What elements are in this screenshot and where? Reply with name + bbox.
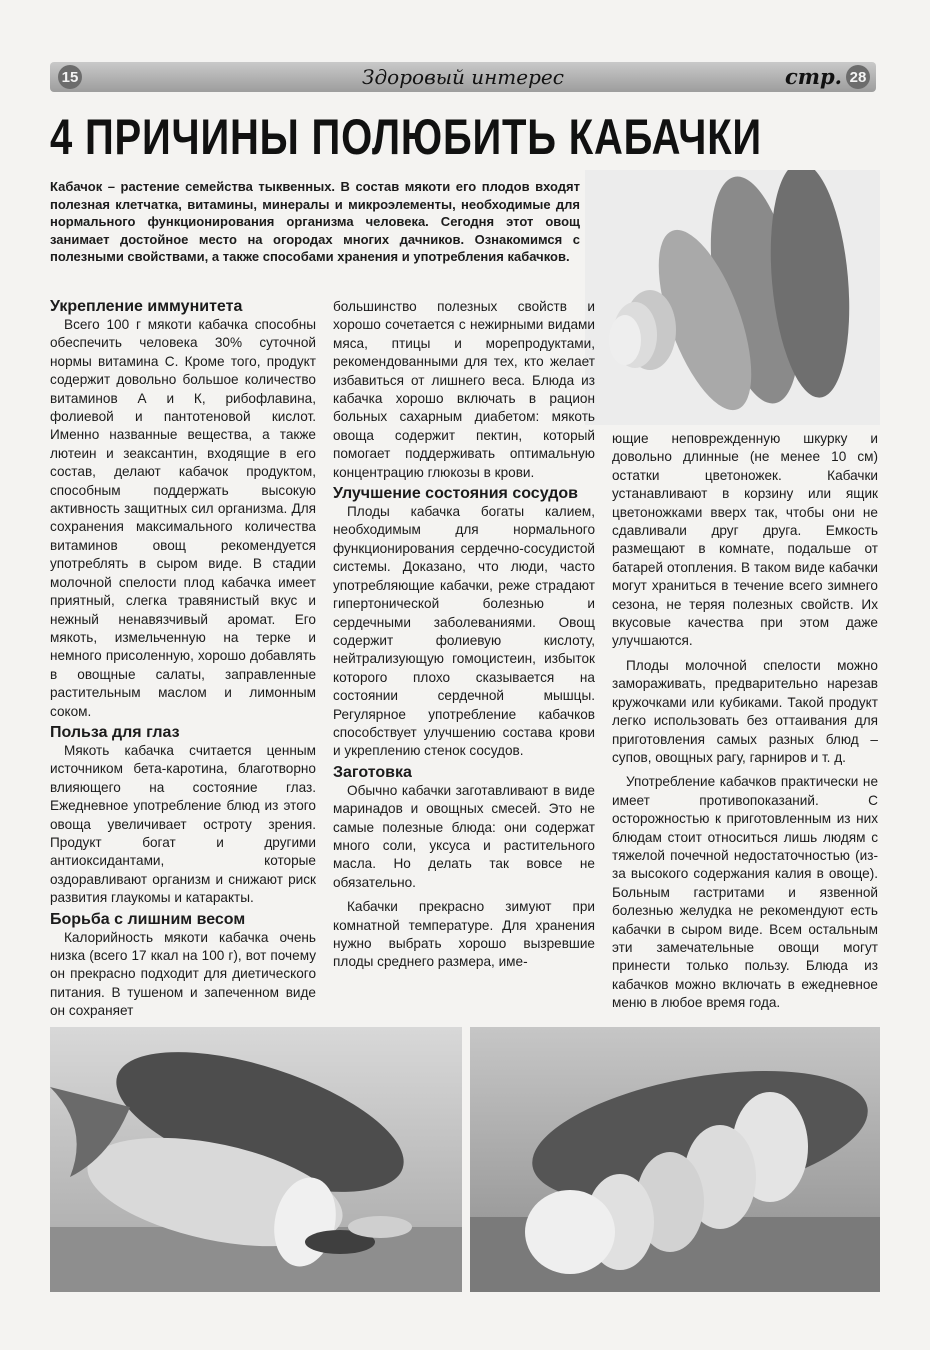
heading-weight: Борьба с лишним весом [50, 910, 246, 928]
paragraph-storage-2: Кабачки прекрасно зимуют при комнатной температуре. Для хранения нужно выбрать хорошо вызревшие плоды среднего размера, име- [333, 899, 595, 970]
paragraph-storage-2-continued: ющие неповрежденную шкурку и довольно длинные (не менее 10 см) остатки цветоножек. Кабачки устанавливают в корзину или ящик цветоножками вверх так, чтобы они не сдавливали друг друга. Емкость размещают в комнате, подальше от батарей отопления. В таком виде кабачки могут храниться в течение всего зимнего сезона, не теряя полезных свойств. Их вкусовые качества при этом даже улучшаются. [612, 431, 878, 649]
paragraph-vessels: Плоды кабачка богаты калием, необходимым для нормального функционирования сердечно-сосудистой системы. Доказано, что люди, часто употребляющие кабачки, реже страдают гипертонической болезнью и сердечными заболеваниями. Овощ содержит фолиевую кислоту, нейтрализующую гомоцистеин, избыток которого плохо сказывается на состоянии сердечной мышцы. Регулярное употребление кабачков способствует улучшению состава крови и укреплению стенок сосудов. [333, 504, 595, 759]
article-lead: Кабачок – растение семейства тыквенных. В состав мякоти его плодов входят полезная клетчатка, витамины, минералы и микроэлементы, необходимые для нормального функционирования организма человека. Сегодня этот овощ занимает достойное место на огородах многих дачников. Ознакомимся с полезными свойствами, а также способами хранения и употребления кабачков. [50, 179, 580, 264]
paragraph-storage-3: Плоды молочной спелости можно замораживать, предварительно нарезав кружочками или кубиками. Такой продукт легко использовать без оттаивания для приготовления самых разных блюд – супов, овощных рагу, гарниров и т. д. [612, 657, 878, 765]
page-header-bar [50, 62, 876, 92]
section-title: Здоровый интерес [362, 65, 564, 89]
column-1 [50, 298, 316, 1021]
paragraph-immunity: Всего 100 г мякоти кабачка способны обеспечить человека 30% суточной нормы витамина С. Кроме того, продукт содержит довольно большое количество витаминов А и К, рибофлавина, фолиевой и пантотеновой кислот. Именно названные вещества, а также лютеин и зеаксантин, входящие в его состав, делают кабачок продуктом, способным поддержать высокую активность защитных сил организма. Для сохранения максимального количества витаминов овощ рекомендуется употреблять в сыром виде. В стадии молочной спелости плод кабачка имеет приятный, слегка травянистый вкус и нежный ненавязчивый аромат. Его мякоть, измельченную на терке и немного присоленную, хорошо добавлять в овощные салаты, заправленные растительным маслом и лимонным соком. [50, 317, 316, 719]
right-page-number: 28 [846, 65, 870, 89]
paragraph-storage-1: Обычно кабачки заготавливают в виде маринадов и овощных смесей. Это не самые полезные блюда: они содержат много соли, уксуса и растительного масла. Но делать так вовсе не обязательно. [333, 782, 595, 890]
column-3 [612, 430, 878, 1013]
column-2 [333, 298, 595, 972]
zucchini-photo-bottom-right [470, 1027, 880, 1292]
heading-immunity: Укрепление иммунитета [50, 298, 243, 315]
page-label: стр. [784, 64, 842, 89]
article-title: 4 ПРИЧИНЫ ПОЛЮБИТЬ КАБАЧКИ [50, 109, 762, 165]
paragraph-eyes: Мякоть кабачка считается ценным источником бета-каротина, благотворно влияющего на состояние глаз. Ежедневное употребление блюд из этого овоща увеличивает остроту зрения. Продукт богат и другими антиоксидантами, которые оздоравливают организм и снижают риск развития глаукомы и катаракты. [50, 742, 316, 906]
paragraph-storage-4: Употребление кабачков практически не имеет противопоказаний. С осторожностью к приготовленным из них блюдам стоит относиться лишь людям с тяжелой почечной недостаточностью (из-за высокого содержания калия в овоще). Больным гастритами и язвенной болезнью желудка не рекомендуют есть кабачки в сыром виде. Всем остальным эти замечательные овощи могут принести только пользу. Блюда из кабачков можно включать в ежедневное меню в любое время года. [612, 774, 878, 1011]
paragraph-weight: Калорийность мякоти кабачка очень низка (всего 17 ккал на 100 г), вот почему он прекрасно подходит для диетического питания. В тушеном и запеченном виде он сохраняет [50, 929, 316, 1019]
heading-storage: Заготовка [333, 763, 412, 781]
left-page-number: 15 [58, 65, 82, 89]
paragraph-weight-continued: большинство полезных свойств и хорошо сочетается с нежирными видами мяса, птицы и морепродуктами, рекомендованными для тех, кто желает избавиться от лишнего веса. Блюда из кабачка хорошо включать в рацион больных сахарным диабетом: мякоть овоща содержит пектин, который помогает поддерживать оптимальную концентрацию глюкозы в крови. [333, 299, 595, 480]
zucchini-photo-bottom-left [50, 1027, 462, 1292]
zucchini-photo-top [585, 170, 880, 425]
heading-eyes: Польза для глаз [50, 723, 180, 741]
heading-vessels: Улучшение состояния сосудов [333, 485, 578, 503]
